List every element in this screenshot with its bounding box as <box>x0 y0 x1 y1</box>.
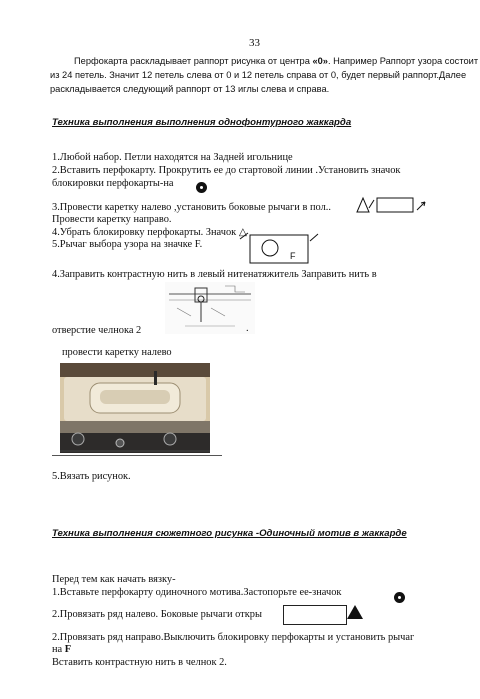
step-6a: 4.Заправить контрастную нить в левый нитенатяжитель Заправить нить в <box>52 269 377 280</box>
step-2b <box>52 177 174 191</box>
diagonal-arrow-icon <box>310 234 318 241</box>
step-7: 5.Вязать рисунок. <box>52 471 131 482</box>
step-5: 5.Рычаг выбора узора на значке F. <box>52 239 203 250</box>
step-3b: Провести каретку направо. <box>52 214 172 225</box>
lock-dot-icon <box>394 592 405 603</box>
intro-text-a: Перфокарта раскладывает раппорт рисунка от центра <box>74 56 313 66</box>
intro-line-2: из 24 петель. Значит 12 петель слева от 0 и 12 петель справа от 0, будет первый раппорт.Далее <box>50 70 467 80</box>
carriage-photo <box>60 363 210 453</box>
section2-line-4: Вставить контрастную нить в челнок 2. <box>52 657 227 668</box>
step-2b-text: блокировки перфокарты-на <box>52 178 174 189</box>
lever-triangle-icon <box>357 198 369 212</box>
pattern-selector-diagram <box>238 231 324 267</box>
diagonal-arrow-icon <box>417 202 425 210</box>
filled-triangle-icon <box>345 603 365 621</box>
step-3a: 3.Провести каретку налево ,установить боковые рычаги в пол.. <box>52 202 331 213</box>
diagonal-arrow-icon <box>369 200 374 208</box>
step-1: 1.Любой набор. Петли находятся на Задней игольнице <box>52 152 293 163</box>
step-2a: 2.Вставить перфокарту. Прокрутить ее до стартовой линии .Установить значок <box>52 165 401 176</box>
section2-line-3b-f: F <box>64 644 72 655</box>
photo-underline <box>52 455 222 456</box>
step-4-text: 4.Убрать блокировку перфокарты. Значок <box>52 227 237 238</box>
lever-box <box>283 605 347 625</box>
carriage-caption: провести каретку налево <box>62 347 172 358</box>
step-6b: отверстие челнока 2 <box>52 325 142 336</box>
lever-box <box>377 198 413 212</box>
section2-line-2: 2.Провязать ряд налево. Боковые рычаги откры <box>52 609 262 620</box>
intro-center-mark: «0» <box>312 56 328 66</box>
step-6b-dot: . <box>246 323 249 334</box>
section2-line-1: 1.Вставьте перфокарту одиночного мотива.Застопорьте ее-значок <box>52 587 342 598</box>
lock-dot-icon <box>196 182 207 193</box>
page-number: 33 <box>249 37 260 49</box>
section2-line-3b-prefix: на <box>52 644 65 655</box>
intro-line-1 <box>74 54 478 68</box>
intro-line-3: раскладывается следующий раппорт от 13 иглы слева и справа. <box>50 84 330 94</box>
diagonal-arrow-icon <box>240 233 248 239</box>
section2-heading: Техника выполнения сюжетного рисунка -Одиночный мотив в жаккарде <box>52 528 407 539</box>
section1-heading: Техника выполнения выполнения однофонтурного жаккарда <box>52 117 352 128</box>
section2-line-0: Перед тем как начать вязку- <box>52 574 176 585</box>
f-label: F <box>290 251 296 261</box>
section2-line-3b <box>52 643 71 657</box>
selector-box <box>250 235 308 263</box>
intro-text-c: . Например Раппорт узора состоит <box>327 56 479 66</box>
tensioner-sketch <box>165 282 255 334</box>
lever-diagram <box>355 194 430 216</box>
section2-line-3a: 2.Провязать ряд направо.Выключить блокировку перфокарты и установить рычаг <box>52 632 415 643</box>
triangle-symbol: △ <box>238 227 247 238</box>
